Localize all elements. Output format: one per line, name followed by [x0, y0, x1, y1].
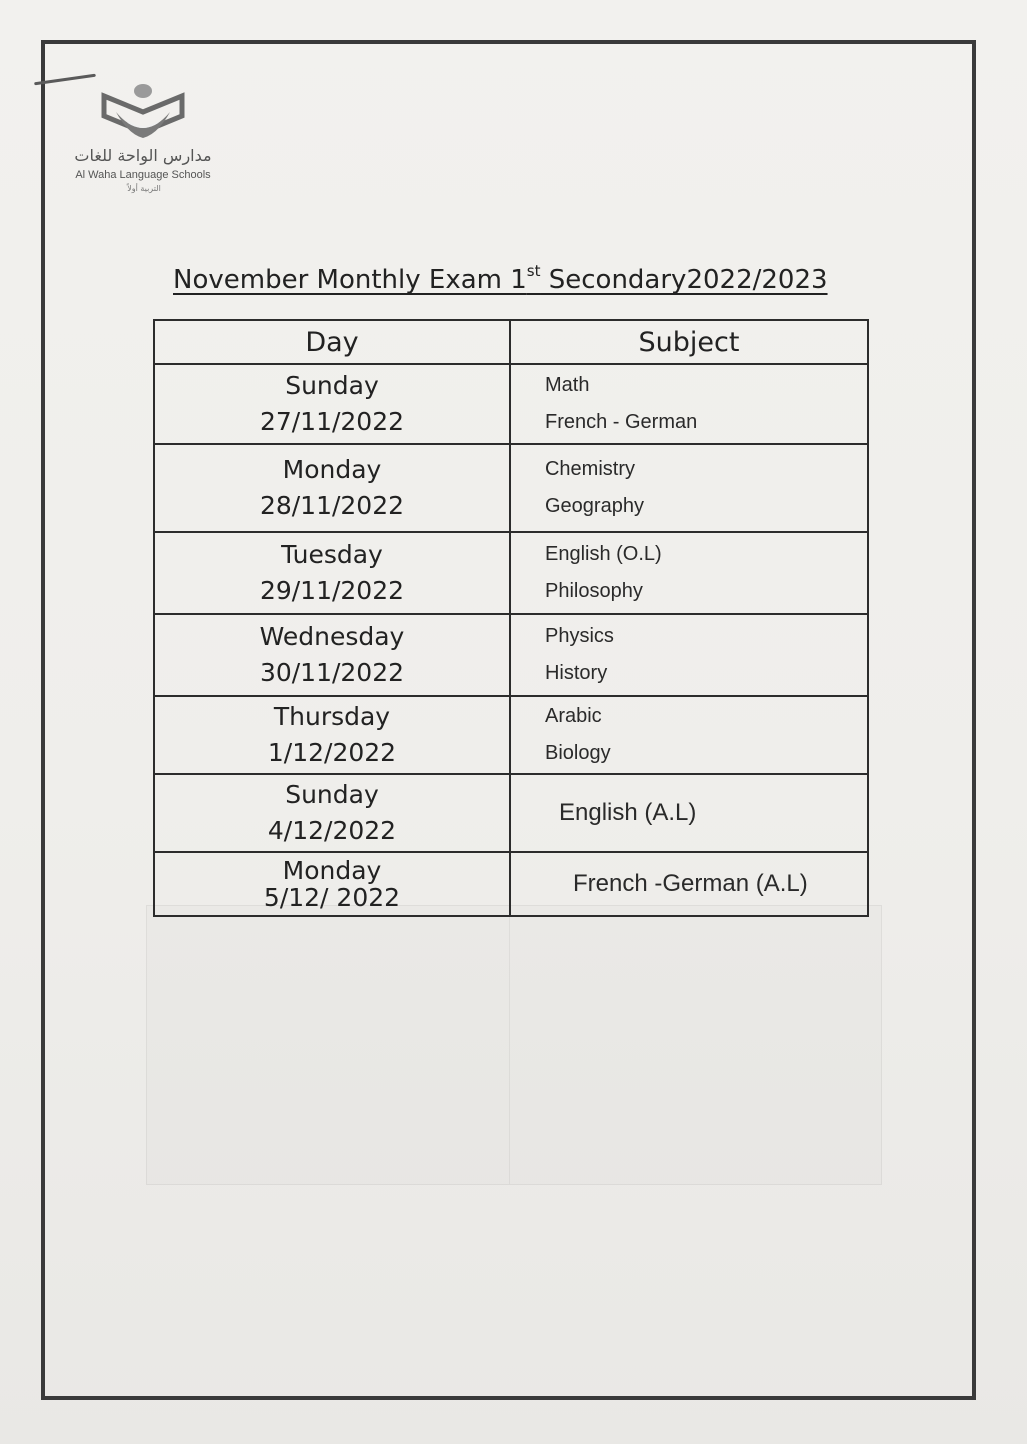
subject: Biology	[544, 742, 611, 764]
exam-date: 1/12/2022	[267, 738, 397, 767]
day-name: Monday	[282, 455, 382, 484]
subject-cell	[510, 852, 868, 916]
subject: Chemistry	[544, 458, 635, 480]
subject: Physics	[544, 625, 614, 647]
day-cell	[154, 696, 510, 774]
subject-cell	[510, 444, 868, 532]
title-suffix: Secondary2022/2023	[540, 265, 828, 295]
subject-cell	[510, 532, 868, 614]
subject-cell	[510, 364, 868, 444]
subject: Arabic	[544, 705, 602, 727]
subject-cell	[510, 614, 868, 696]
day-cell	[154, 614, 510, 696]
exam-date: 30/11/2022	[259, 658, 405, 687]
exam-date: 29/11/2022	[259, 576, 405, 605]
exam-schedule-table	[153, 319, 869, 917]
subject-cell	[510, 696, 868, 774]
day-cell	[154, 444, 510, 532]
day-name: Sunday	[285, 371, 379, 400]
exam-date: 4/12/2022	[267, 816, 397, 845]
page-title	[173, 262, 953, 295]
subject: English (A.L)	[558, 798, 697, 826]
book-shield-icon	[98, 82, 188, 144]
school-name-arabic: مدارس الواحة للغات	[74, 146, 212, 165]
table-row	[154, 532, 868, 614]
subject: Math	[544, 374, 590, 396]
bleed-through-shadow	[146, 905, 882, 1185]
subject: History	[544, 662, 608, 684]
school-logo	[64, 82, 224, 202]
day-cell	[154, 774, 510, 852]
subject: Geography	[544, 495, 644, 517]
table-row	[154, 444, 868, 532]
table-row	[154, 696, 868, 774]
exam-date: 28/11/2022	[259, 491, 405, 520]
subject-header: Subject	[510, 320, 868, 364]
day-name: Wednesday	[259, 622, 405, 651]
school-tagline: التربية أولاً	[127, 184, 161, 193]
day-name: Tuesday	[281, 540, 383, 569]
title-prefix: November Monthly Exam 1	[173, 265, 527, 295]
day-cell	[154, 532, 510, 614]
day-header: Day	[154, 320, 510, 364]
table-header-row	[154, 320, 868, 364]
day-cell	[154, 364, 510, 444]
subject: French - German	[544, 411, 698, 433]
exam-date: 27/11/2022	[259, 407, 405, 436]
table-row	[154, 852, 868, 916]
subject: Philosophy	[544, 580, 643, 602]
table-row	[154, 774, 868, 852]
day-name: Sunday	[285, 780, 379, 809]
school-name-english: Al Waha Language Schools	[75, 169, 211, 181]
table-row	[154, 614, 868, 696]
title-superscript: st	[526, 262, 541, 280]
day-name: Thursday	[273, 702, 391, 731]
day-cell	[154, 852, 510, 916]
subject: French -German (A.L)	[572, 869, 808, 897]
subject-cell	[510, 774, 868, 852]
table-row	[154, 364, 868, 444]
day-name: Monday	[282, 856, 382, 885]
subject: English (O.L)	[544, 543, 662, 565]
exam-date: 5/12/ 2022	[263, 883, 401, 912]
